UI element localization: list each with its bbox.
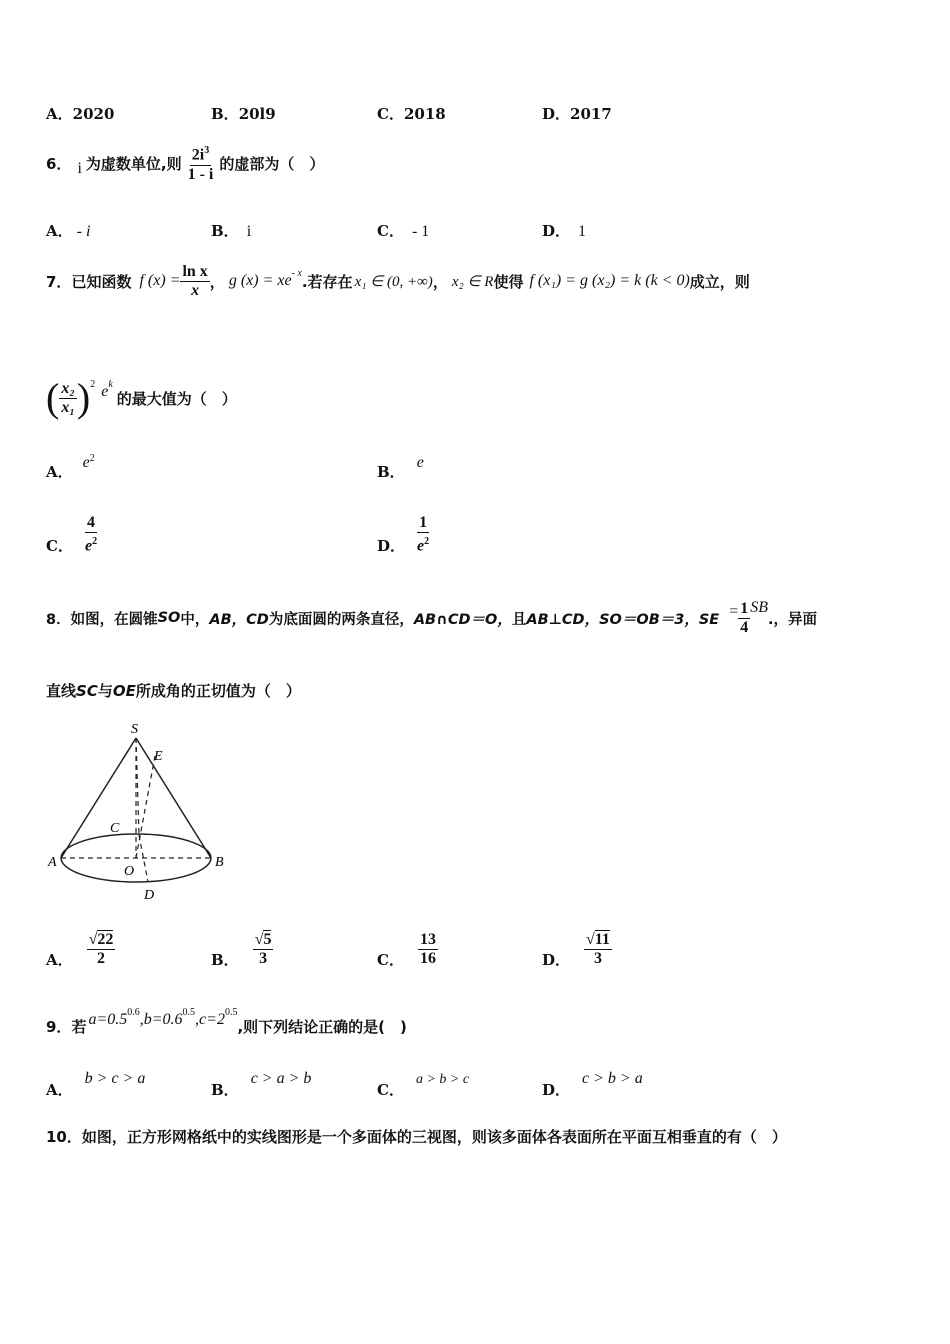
q10-stem: 10．如图，正方形网格纸中的实线图形是一个多面体的三视图，则该多面体各表面所在平面互相垂直的有（ ）: [46, 1128, 787, 1146]
q7-stem: 7． 已知函数 f (x) = $\frac{\text{ln x}}{x}$ ， g (x) = xe $^{- x}$ .若存在 x₁ ∈ (0, +∞) ， x₂ ∈ R 使得 f (x₁) = g (x₂) = k (k < 0) 成立，则: [46, 262, 750, 299]
cone-figure: [44, 716, 234, 906]
q5-option-c: C．2018: [377, 105, 446, 123]
label-s: S: [131, 722, 138, 737]
q7-f-fraction: $\frac{\text{ln x}}{x}$: [182, 262, 208, 299]
q5-option-a: A．2020: [46, 105, 115, 123]
q7-option-a: A． e $^2$: [46, 453, 95, 481]
q6-option-a: A． - i: [46, 222, 91, 240]
q9-option-c: C． a > b > c: [377, 1072, 470, 1099]
label-o: O: [124, 864, 135, 879]
q9-option-d: D． c > b > a: [542, 1070, 643, 1099]
q6-option-b: B． i: [211, 222, 252, 240]
q8-stem-line2: 直线SC与OE所成角的正切值为（ ）: [46, 682, 301, 700]
q7-stem-line2: ( $\frac{\text{x₂}}{\text{x₁}}$ ) $^2$ e $^k$ 的最大值为（ ）: [46, 375, 237, 420]
segment-oe: [136, 756, 155, 858]
cone-left-edge: [61, 738, 136, 858]
q8-stem: 8． 如图，在圆锥 SO 中， AB，CD 为底面圆的两条直径， AB∩CD＝O， 且 AB⊥CD，SO＝OB＝3，SE = $\frac{1}{4}$ SB .，异面: [46, 599, 818, 636]
label-e: E: [154, 749, 163, 764]
q7-option-b: B． e: [377, 454, 424, 481]
q6-fraction: $\frac{2i^3}{1 - i}$: [186, 142, 216, 183]
q8-option-c: C． $\frac{13}{16}$: [377, 930, 436, 969]
cone-right-edge: [136, 738, 211, 858]
q5-option-b: B．20l9: [211, 105, 276, 123]
label-b: B: [215, 855, 224, 870]
q6-stem: 6． i 为虚数单位,则 $\frac{2i^3}{1 - i}$ 的虚部为（ ）: [46, 138, 324, 188]
q9-stem: 9． 若 a=0.5 $^{0.6}$ ,b=0.6 $^{0.5}$ ,c=2 $^{0.5}$ ,则下列结论正确的是( ): [46, 1006, 407, 1036]
q9-option-b: B． c > a > b: [211, 1070, 312, 1099]
q7-option-d: D． $\frac{1}{e^2}$: [377, 514, 430, 555]
q7-option-c: C． $\frac{4}{e^2}$: [46, 514, 98, 555]
q5-option-d: D．2017: [542, 105, 612, 123]
q7-ratio-fraction: $\frac{\text{x₂}}{\text{x₁}}$: [61, 379, 75, 416]
q8-option-b: B． $\frac{√5}{3}$: [211, 930, 272, 969]
q8-option-d: D． $\frac{√11}{3}$: [542, 930, 610, 969]
label-d: D: [144, 888, 155, 903]
q9-option-a: A． b > c > a: [46, 1070, 146, 1099]
q8-option-a: A． $\frac{√22}{2}$: [46, 930, 114, 969]
q6-option-c: C． - 1: [377, 222, 430, 240]
q6-option-d: D． 1: [542, 222, 587, 240]
label-a: A: [48, 855, 57, 870]
label-c: C: [110, 821, 120, 836]
